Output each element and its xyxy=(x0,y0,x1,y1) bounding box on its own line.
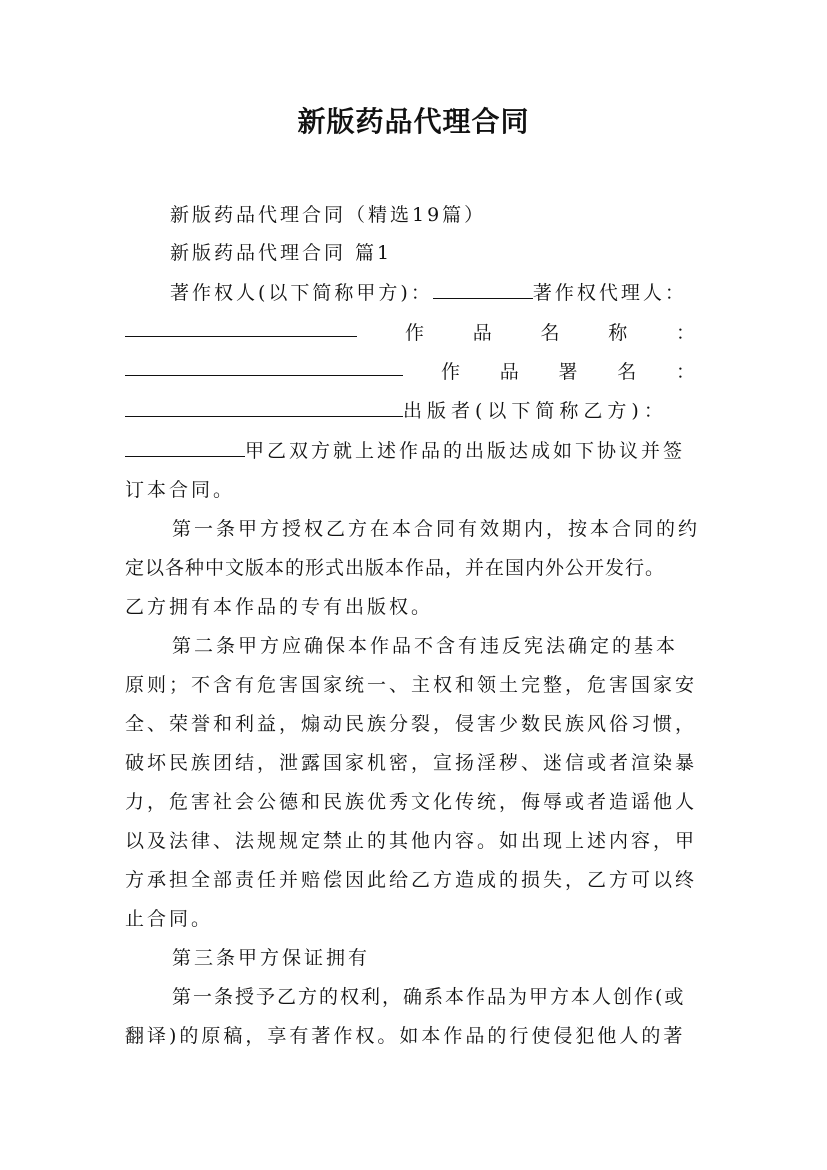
subtitle-line: 新版药品代理合同（精选19篇） xyxy=(170,204,487,226)
paragraph-line: 第二条甲方应确保本作品不含有违反宪法确定的基本 xyxy=(172,635,679,657)
work-byline-blank xyxy=(125,398,403,417)
agreement-text: 甲乙双方就上述作品的出版达成如下协议并签 xyxy=(245,440,686,462)
copyright-holder-blank xyxy=(433,280,533,299)
paragraph-line: 定以各种中文版本的形式出版本作品，并在国内外公开发行。 xyxy=(125,557,666,579)
work-byline-label: 作品署名： xyxy=(441,361,695,383)
copyright-holder-label: 著作权人(以下简称甲方)： xyxy=(170,282,433,304)
paragraph-line: 力，危害社会公德和民族优秀文化传统，侮辱或者造谣他人 xyxy=(125,791,698,813)
paragraph-line: 以及法律、法规规定禁止的其他内容。如出现上述内容，甲 xyxy=(125,830,698,852)
paragraph-line: 方承担全部责任并赔偿因此给乙方造成的损失，乙方可以终 xyxy=(125,869,698,891)
field-line-copyright-holder xyxy=(170,278,687,305)
document-title: 新版药品代理合同 xyxy=(297,105,530,138)
section-heading: 新版药品代理合同 篇1 xyxy=(170,242,393,264)
paragraph-line xyxy=(125,436,685,463)
paragraph-line: 全、荣誉和利益，煽动民族分裂，侵害少数民族风俗习惯， xyxy=(125,713,698,735)
field-line-publisher xyxy=(125,396,668,423)
paragraph-line: 第一条授予乙方的权利，确系本作品为甲方本人创作(或 xyxy=(172,986,686,1008)
paragraph-line: 原则；不含有危害国家统一、主权和领土完整，危害国家安 xyxy=(125,674,698,696)
publisher-blank xyxy=(125,438,245,457)
paragraph-line: 破坏民族团结，泄露国家机密，宣扬淫秽、迷信或者渲染暴 xyxy=(125,752,698,774)
paragraph-line: 订本合同。 xyxy=(125,479,236,501)
publisher-label: 出版者(以下简称乙方)： xyxy=(403,400,668,422)
work-name-label: 作品名称： xyxy=(405,322,695,344)
paragraph-line: 第一条甲方授权乙方在本合同有效期内，按本合同的约 xyxy=(172,518,701,540)
work-name-blank xyxy=(125,357,403,376)
copyright-agent-label: 著作权代理人： xyxy=(532,282,687,304)
paragraph-line: 翻译)的原稿，享有著作权。如本作品的行使侵犯他人的著 xyxy=(125,1025,686,1047)
paragraph-line: 止合同。 xyxy=(125,908,214,930)
copyright-agent-blank xyxy=(125,318,357,337)
paragraph-line: 乙方拥有本作品的专有出版权。 xyxy=(125,596,434,618)
paragraph-line: 第三条甲方保证拥有 xyxy=(172,947,371,969)
